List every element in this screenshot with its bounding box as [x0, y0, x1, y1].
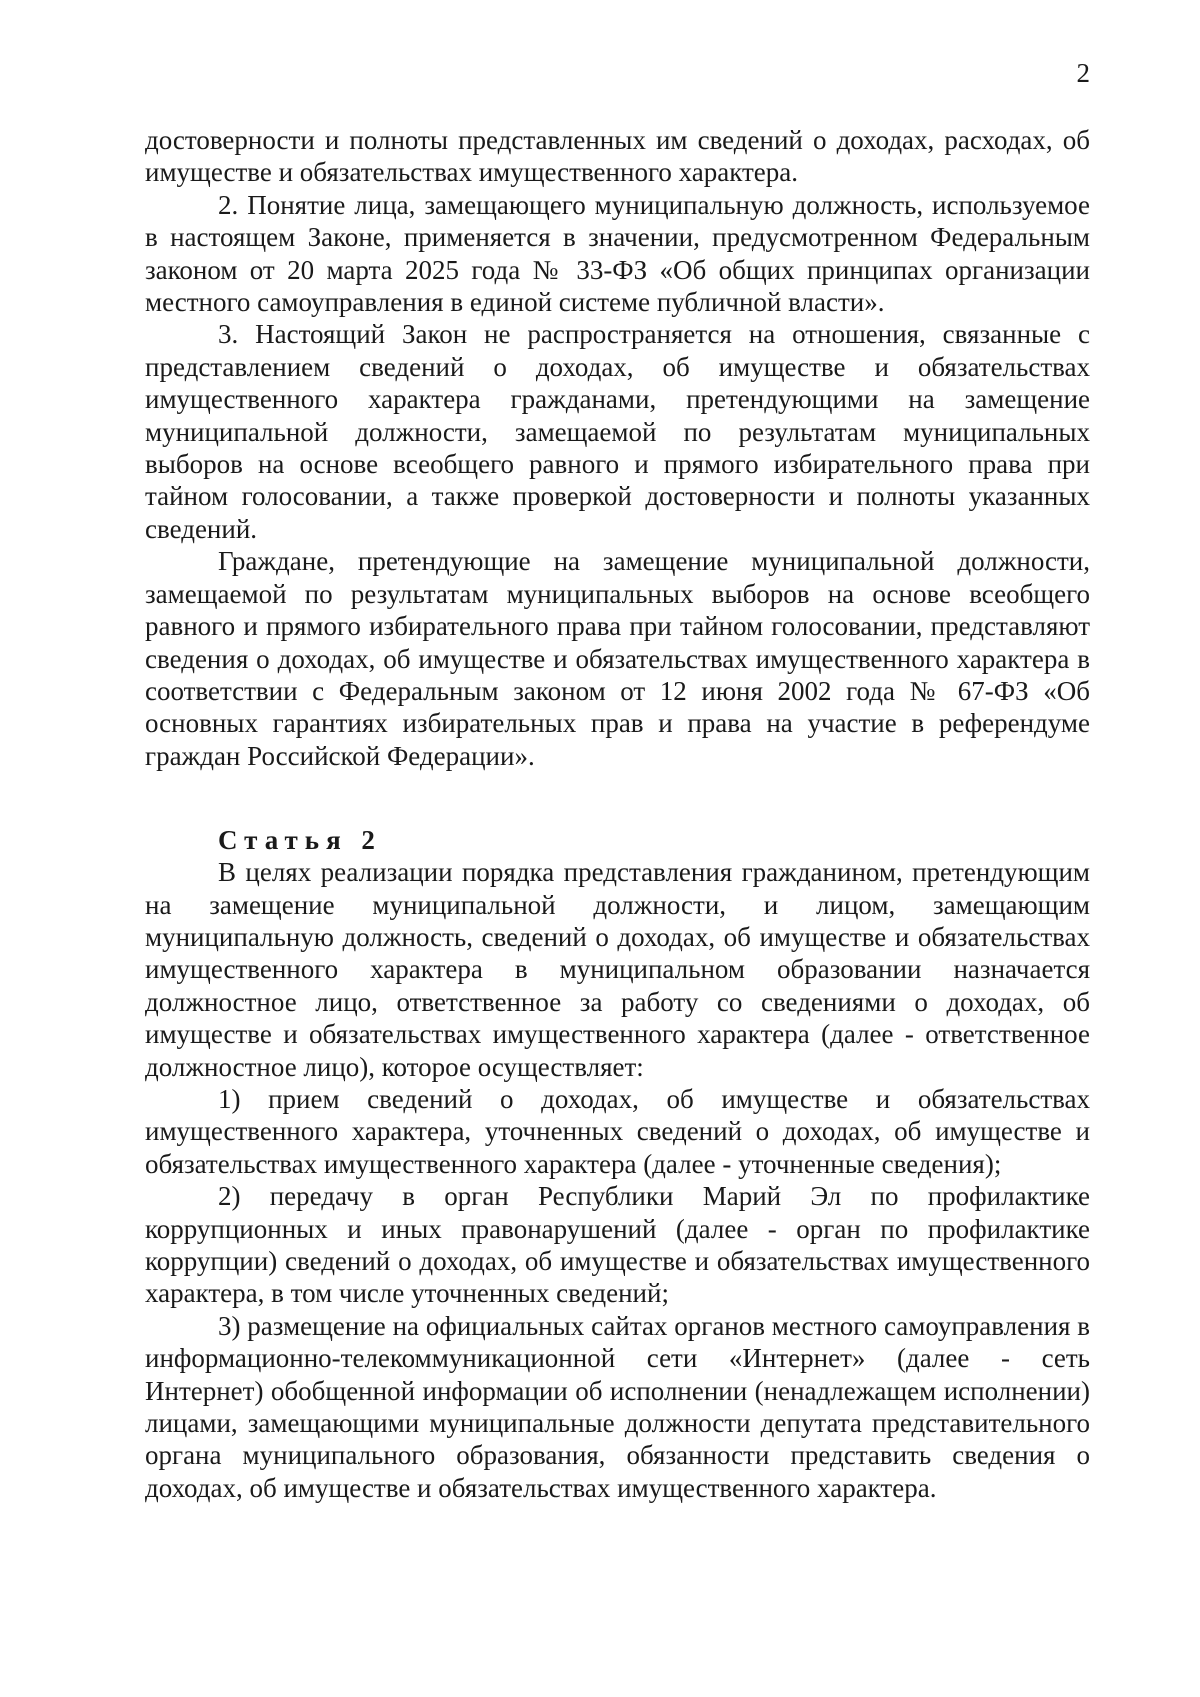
page-number: 2	[1076, 58, 1090, 88]
paragraph-clause-3: 3. Настоящий Закон не распространяется на отношения, связанные с представлением сведений о доходах, об имуществе и обязательствах имущественного характера гражданами, претендующими на замещение муниципальной должности, замещаемой по результатам муниципальных выборов на основе всеобщего равного и прямого избирательного права при тайном голосовании, а также проверкой достоверности и полноты указанных сведений.	[145, 319, 1090, 544]
article-heading: Статья 2	[218, 825, 382, 856]
list-item-3: 3) размещение на официальных сайтах органов местного самоуправления в информационно-телекоммуникационной сети «Интернет» (далее - сеть Интернет) обобщенной информации об исполнении (ненадлежащем исполнении) лицами, замещающими муниципальные должности депутата представительного органа муниципального образования, обязанности представить сведения о доходах, об имуществе и обязательствах имущественного характера.	[145, 1310, 1090, 1503]
list-item-1: 1) прием сведений о доходах, об имуществе и обязательствах имущественного характера, уточненных сведений о доходах, об имуществе и обязательствах имущественного характера (далее - уточненные сведения);	[145, 1083, 1090, 1179]
paragraph-article-2-intro: В целях реализации порядка представления гражданином, претендующим на замещение муниципальной должности, и лицом, замещающим муниципальную должность, сведений о доходах, об имуществе и обязательствах имущественного характера в муниципальном образовании назначается должностное лицо, ответственное за работу со сведениями о доходах, об имуществе и обязательствах имущественного характера (далее - ответственное должностное лицо), которое осуществляет:	[145, 857, 1090, 1082]
paragraph-candidates: Граждане, претендующие на замещение муниципальной должности, замещаемой по результатам муниципальных выборов на основе всеобщего равного и прямого избирательного права при тайном голосовании, представляют сведения о доходах, об имуществе и обязательствах имущественного характера в соответствии с Федеральным законом от 12 июня 2002 года № 67-ФЗ «Об основных гарантиях избирательных прав и права на участие в референдуме граждан Российской Федерации».	[145, 546, 1090, 771]
paragraph-continuation: достоверности и полноты представленных им сведений о доходах, расходах, об имуществе и обязательствах имущественного характера.	[145, 125, 1090, 188]
document-body	[145, 124, 1090, 1504]
list-item-2: 2) передачу в орган Республики Марий Эл по профилактике коррупционных и иных правонарушений (далее - орган по профилактике коррупции) сведений о доходах, об имуществе и обязательствах имущественного характера, в том числе уточненных сведений;	[145, 1181, 1090, 1309]
paragraph-clause-2: 2. Понятие лица, замещающего муниципальную должность, используемое в настоящем Законе, применяется в значении, предусмотренном Федеральным законом от 20 марта 2025 года № 33-ФЗ «Об общих принципах организации местного самоуправления в единой системе публичной власти».	[145, 189, 1090, 318]
